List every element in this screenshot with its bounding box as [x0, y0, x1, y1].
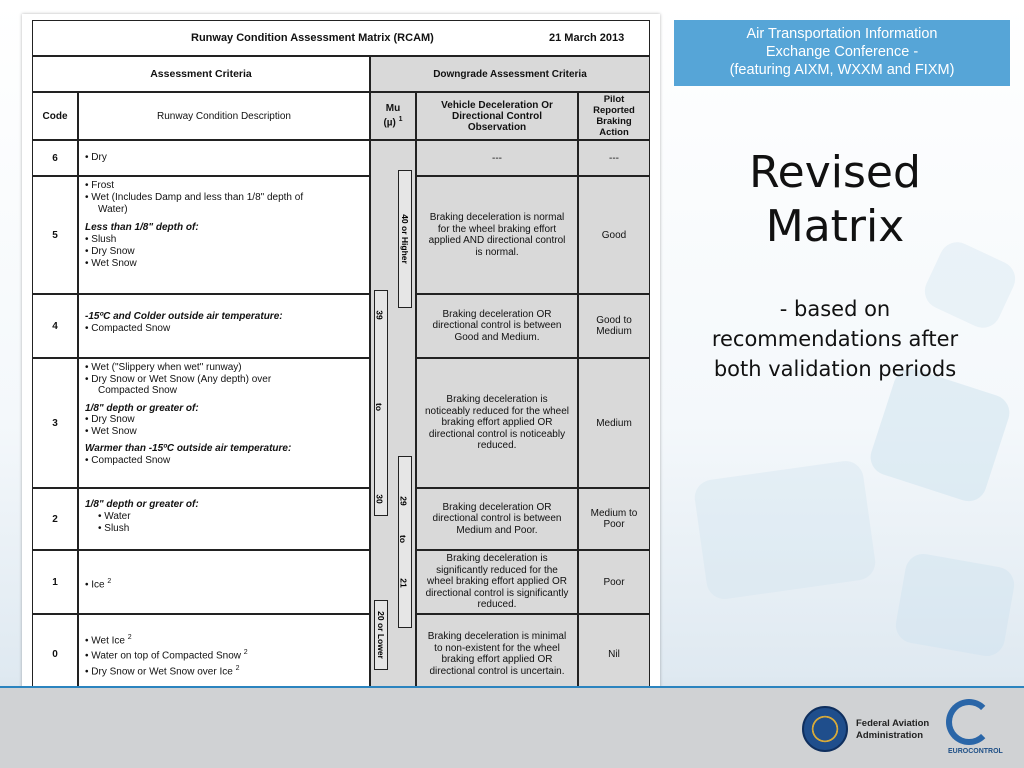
pilot-cell: --- [578, 140, 650, 176]
vehicle-cell: Braking deceleration is noticeably reduced for the wheel braking effort applied OR directional control is noticeably reduced. [416, 358, 578, 488]
banner-line-3: (featuring AIXM, WXXM and FIXM) [729, 62, 955, 78]
description-heading: Warmer than -15ºC outside air temperature: [85, 443, 292, 454]
vehicle-cell: Braking deceleration OR directional control is between Good and Medium. [416, 294, 578, 358]
description-line: • Wet Snow [85, 425, 137, 437]
faa-name-line-2: Administration [856, 730, 924, 741]
description-line: • Dry Snow [85, 414, 135, 425]
column-header-pilot: Pilot Reported Braking Action [578, 92, 650, 140]
description-line: • Water [98, 511, 131, 522]
description-cell [78, 358, 370, 488]
mu-value-30: 30 [374, 494, 385, 504]
footnote-marker: 2 [107, 578, 112, 585]
description-line: • Slush [98, 523, 130, 534]
rcam-document [22, 14, 660, 688]
vehicle-cell: Braking deceleration OR directional control is between Medium and Poor. [416, 488, 578, 550]
pilot-cell: Nil [578, 614, 650, 694]
mu-range-label: 40 or Higher [400, 214, 411, 264]
mu-unit: (µ) [383, 117, 396, 129]
faa-name [856, 718, 929, 742]
mu-value-to: to [398, 534, 409, 544]
faa-seal-icon [802, 706, 848, 752]
code-cell: 2 [32, 488, 78, 550]
description-cell [78, 550, 370, 614]
slide-subtitle-line-2: recommendations after [711, 327, 959, 351]
vehicle-cell: Braking deceleration is minimal to non-existent for the wheel braking effort applied OR directional control is uncertain. [416, 614, 578, 694]
slide-subtitle-line-3: both validation periods [713, 357, 957, 381]
mu-value-39: 39 [374, 310, 385, 320]
vehicle-cell: --- [416, 140, 578, 176]
footnote-marker: 2 [235, 664, 240, 672]
description-line: • Compacted Snow [85, 454, 171, 466]
description-cell [78, 294, 370, 358]
vehicle-cell: Braking deceleration is normal for the wheel braking effort applied AND directional control is normal. [416, 176, 578, 294]
column-header-mu [370, 92, 416, 140]
description-heading: 1/8" depth or greater of: [85, 402, 199, 414]
description-cell [78, 614, 370, 694]
description-line: • Dry Snow or Wet Snow over Ice [85, 665, 233, 677]
mu-value-to: to [374, 402, 385, 412]
code-cell: 6 [32, 140, 78, 176]
slide-title-line-1: Revised [749, 147, 921, 198]
banner-line-1: Air Transportation Information [746, 26, 938, 42]
code-cell: 5 [32, 176, 78, 294]
code-cell: 4 [32, 294, 78, 358]
pilot-cell: Medium to Poor [578, 488, 650, 550]
mu-footnote: 1 [398, 116, 403, 124]
description-heading: 1/8" depth or greater of: [85, 499, 199, 510]
mu-value-29: 29 [398, 496, 409, 506]
conference-banner [674, 20, 1010, 86]
mu-range-label: 20 or Lower [376, 611, 386, 659]
pilot-cell: Good to Medium [578, 294, 650, 358]
mu-value-21: 21 [398, 578, 409, 588]
code-cell: 3 [32, 358, 78, 488]
slide-title-line-2: Matrix [765, 201, 905, 252]
downgrade-criteria-header: Downgrade Assessment Criteria [370, 56, 650, 92]
description-line: Water) [98, 204, 128, 215]
description-line: • Wet (Includes Damp and less than 1/8" depth of [85, 192, 304, 203]
description-line: • Compacted Snow [85, 323, 171, 334]
description-heading: Less than 1/8" depth of: [85, 222, 199, 233]
description-line: • Wet ("Slippery when wet" runway) [85, 362, 242, 373]
mu-label: Mu [385, 103, 401, 115]
description-line: • Wet Snow [85, 258, 137, 269]
description-line: • Frost [85, 180, 115, 191]
assessment-criteria-header: Assessment Criteria [32, 56, 370, 92]
description-line: • Wet Ice [85, 635, 125, 647]
pilot-cell: Good [578, 176, 650, 294]
description-line: • Water on top of Compacted Snow [85, 650, 241, 662]
description-line: • Slush [85, 234, 117, 245]
puzzle-piece-decoration [893, 551, 1017, 659]
description-cell [78, 488, 370, 550]
vehicle-cell: Braking deceleration is significantly reduced for the wheel braking effort applied OR directional control is significantly reduced. [416, 550, 578, 614]
slide-title [670, 146, 1000, 254]
description-line: • Dry Snow [85, 246, 135, 257]
faa-name-line-1: Federal Aviation [856, 718, 930, 729]
mu-range-20-lower [374, 600, 388, 670]
puzzle-piece-decoration [692, 459, 877, 601]
eurocontrol-name: EUROCONTROL [948, 748, 1003, 755]
column-header-vehicle: Vehicle Deceleration Or Directional Control Observation [416, 92, 578, 140]
rcam-title-row [32, 20, 650, 56]
description-line: • Dry [85, 152, 107, 163]
code-cell: 0 [32, 614, 78, 694]
footnote-marker: 2 [243, 649, 248, 657]
description-cell [78, 140, 370, 176]
description-line: • Dry Snow or Wet Snow (Any depth) over [85, 373, 272, 385]
column-header-code: Code [32, 92, 78, 140]
footnote-marker: 2 [127, 634, 132, 641]
eurocontrol-logo-icon [946, 699, 992, 745]
puzzle-piece-decoration [866, 364, 1014, 506]
description-cell [78, 176, 370, 294]
description-line: Compacted Snow [98, 385, 177, 396]
slide-subtitle [670, 294, 1000, 384]
pilot-cell: Poor [578, 550, 650, 614]
rcam-date: 21 March 2013 [549, 32, 625, 44]
rcam-title: Runway Condition Assessment Matrix (RCAM) [191, 32, 434, 44]
pilot-cell: Medium [578, 358, 650, 488]
mu-range-40-higher [398, 170, 412, 308]
slide-subtitle-line-1: - based on [779, 297, 891, 321]
rcam-table [32, 20, 650, 694]
code-cell: 1 [32, 550, 78, 614]
column-header-description: Runway Condition Description [78, 92, 370, 140]
description-line: • Ice [85, 579, 105, 591]
description-heading: -15ºC and Colder outside air temperature: [85, 311, 283, 322]
banner-line-2: Exchange Conference - [765, 44, 919, 60]
